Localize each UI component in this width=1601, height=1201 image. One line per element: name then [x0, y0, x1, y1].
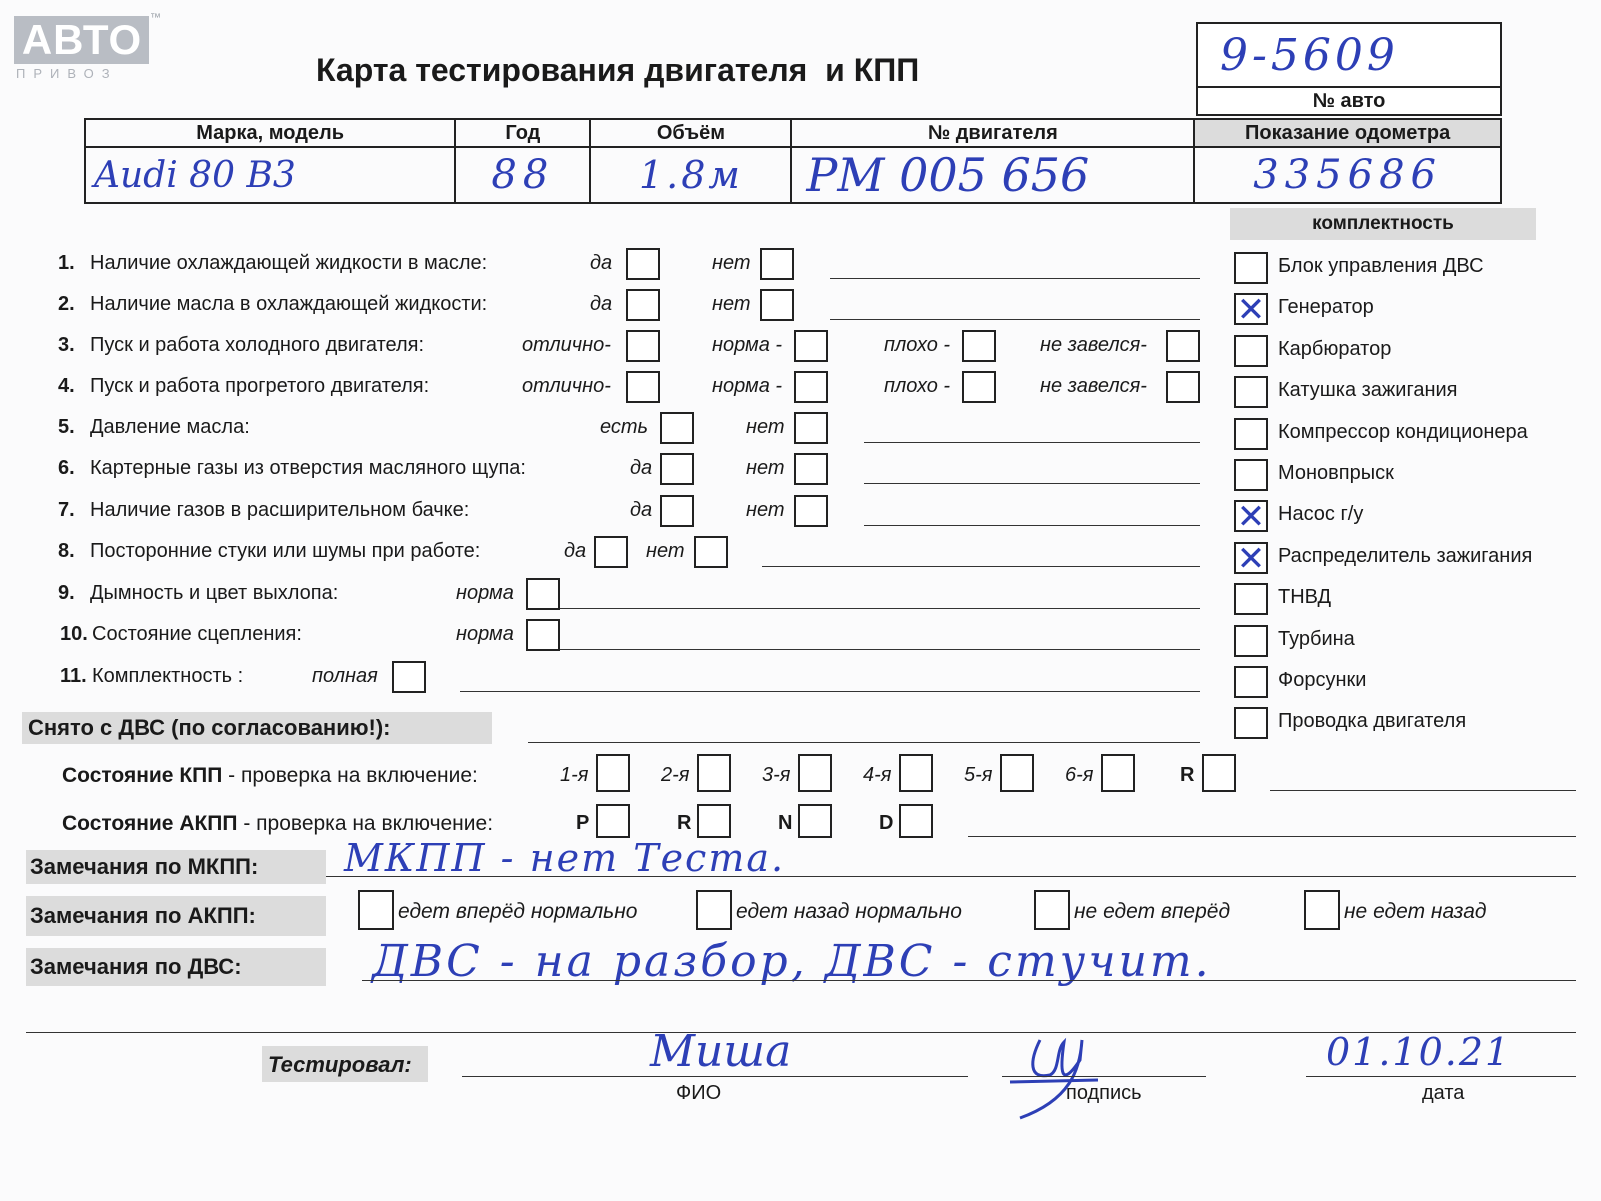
- answer-line: [864, 442, 1200, 443]
- gear-label: 6-я: [1065, 764, 1094, 786]
- completeness-item-label: Компрессор кондиционера: [1278, 420, 1528, 443]
- completeness-checkbox[interactable]: [1234, 497, 1268, 538]
- completeness-item-label: Проводка двигателя: [1278, 710, 1467, 733]
- completeness-item-label: Катушка зажигания: [1278, 379, 1458, 402]
- option-label: да: [590, 293, 613, 315]
- akpp-remark-checkbox[interactable]: [696, 890, 732, 930]
- item-label: Наличие масла в охлаждающей жидкости:: [90, 293, 488, 315]
- item-number: 6.: [58, 457, 75, 479]
- checkbox[interactable]: [526, 578, 560, 610]
- option-label: нет: [712, 293, 751, 315]
- year-cell: [455, 147, 590, 203]
- auto-number-label: № авто: [1312, 90, 1386, 112]
- completeness-checkbox[interactable]: [1234, 583, 1268, 615]
- checkbox[interactable]: [392, 661, 426, 693]
- completeness-item-label: Блок управления ДВС: [1278, 255, 1484, 277]
- item-number: 1.: [58, 252, 75, 274]
- checkbox[interactable]: [626, 248, 660, 280]
- option-label: да: [590, 252, 613, 274]
- item-number: 3.: [58, 334, 75, 356]
- checkbox[interactable]: [660, 495, 694, 527]
- option-label: нет: [646, 540, 685, 562]
- akpp-label: [62, 812, 493, 836]
- checkbox[interactable]: [794, 412, 828, 444]
- mkpp-remarks-label: Замечания по МКПП:: [26, 850, 326, 884]
- option-label: нет: [712, 252, 751, 274]
- akpp-mode-label: N: [778, 812, 793, 834]
- gear-label: 3-я: [762, 764, 791, 786]
- checkbox[interactable]: [594, 536, 628, 568]
- year-value: 88: [491, 152, 555, 198]
- akpp-remarks-label: Замечания по АКПП:: [26, 896, 326, 936]
- gear-checkbox[interactable]: [596, 754, 630, 792]
- item-number: 8.: [58, 540, 75, 562]
- answer-line: [830, 319, 1200, 320]
- option-label: есть: [600, 416, 649, 438]
- completeness-checkbox[interactable]: [1234, 707, 1268, 739]
- option-label: плохо -: [884, 375, 951, 397]
- answer-line: [864, 483, 1200, 484]
- answer-line: [560, 649, 1200, 650]
- answer-line: [460, 691, 1200, 692]
- checkbox[interactable]: [794, 330, 828, 362]
- kpp-line: [1270, 790, 1576, 791]
- completeness-checkbox[interactable]: [1234, 335, 1268, 367]
- col-engine-number: № двигателя: [791, 119, 1194, 147]
- checkbox[interactable]: [626, 371, 660, 403]
- tester-name-line: [462, 1076, 968, 1077]
- mkpp-remarks-line: [326, 876, 1576, 877]
- col-odometer: Показание одометра: [1194, 119, 1501, 147]
- item-number: 5.: [58, 416, 75, 438]
- gear-label: 5-я: [964, 764, 993, 786]
- checkbox[interactable]: [660, 412, 694, 444]
- tested-by-label: Тестировал:: [268, 1052, 412, 1077]
- logo-subtext: ПРИВОЗ: [16, 66, 118, 81]
- item-label: Картерные газы из отверстия масляного щупа:: [90, 457, 526, 479]
- checkbox[interactable]: [760, 289, 794, 321]
- checkbox[interactable]: [694, 536, 728, 568]
- answer-line: [762, 566, 1200, 567]
- item-number: 4.: [58, 375, 75, 397]
- akpp-remark-checkbox[interactable]: [1034, 890, 1070, 930]
- option-label: норма: [456, 623, 514, 645]
- logo-tm: ™: [150, 12, 161, 24]
- option-label: полная: [312, 665, 378, 687]
- checkbox[interactable]: [962, 371, 996, 403]
- akpp-line: [968, 836, 1576, 837]
- item-number: 11.: [60, 665, 87, 687]
- gear-checkbox[interactable]: [798, 754, 832, 792]
- checkbox[interactable]: [626, 330, 660, 362]
- akpp-label-rest: - проверка на включение:: [237, 812, 494, 835]
- checked-mark: ✕: [1236, 497, 1266, 538]
- signature: [1000, 1020, 1110, 1120]
- akpp-mode-checkbox[interactable]: [596, 804, 630, 838]
- vehicle-info-table: [84, 118, 1502, 204]
- akpp-mode-label: P: [576, 812, 590, 834]
- auto-number-divider: [1196, 86, 1502, 88]
- engine-number-value: PM 005 656: [806, 148, 1090, 202]
- engine-number-cell: [791, 147, 1194, 203]
- checkbox[interactable]: [1166, 330, 1200, 362]
- option-label: отлично-: [522, 334, 611, 356]
- option-label: да: [630, 499, 653, 521]
- volume-cell: [590, 147, 791, 203]
- option-label: да: [564, 540, 587, 562]
- item-label: Пуск и работа холодного двигателя:: [90, 334, 425, 356]
- checked-mark: ✕: [1236, 290, 1266, 331]
- akpp-remark-label: не едет вперёд: [1074, 900, 1231, 923]
- completeness-item-label: Распределитель зажигания: [1278, 544, 1533, 567]
- completeness-checkbox[interactable]: [1234, 376, 1268, 408]
- removed-label: Снято с ДВС (по согласованию!):: [22, 712, 492, 744]
- volume-value: 1.8м: [638, 153, 743, 197]
- option-label: отлично-: [522, 375, 611, 397]
- item-label: Давление масла:: [90, 416, 250, 438]
- signature-line: [1002, 1076, 1206, 1077]
- option-label: не завелся-: [1040, 334, 1147, 356]
- date-line: [1306, 1076, 1576, 1077]
- checkbox[interactable]: [626, 289, 660, 321]
- make-model-cell: [85, 147, 455, 203]
- vehicle-info-header-row: [85, 119, 1501, 147]
- akpp-mode-checkbox[interactable]: [697, 804, 731, 838]
- akpp-mode-checkbox[interactable]: [798, 804, 832, 838]
- item-label: Комплектность :: [92, 665, 244, 687]
- completeness-item-label: ТНВД: [1278, 586, 1332, 609]
- option-label: да: [630, 457, 653, 479]
- completeness-checkbox[interactable]: [1234, 538, 1268, 579]
- akpp-mode-label: D: [879, 812, 894, 834]
- item-label: Посторонние стуки или шумы при работе:: [90, 540, 481, 562]
- date-caption: дата: [1422, 1082, 1465, 1104]
- option-label: норма: [456, 582, 514, 604]
- checkbox[interactable]: [794, 371, 828, 403]
- item-number: 9.: [58, 582, 75, 604]
- test-date: 01.10.21: [1326, 1030, 1512, 1074]
- checkbox[interactable]: [794, 495, 828, 527]
- gear-label: 4-я: [863, 764, 892, 786]
- odometer-cell: [1194, 147, 1501, 203]
- akpp-remark-label: едет назад нормально: [736, 900, 962, 923]
- completeness-checkbox[interactable]: [1234, 418, 1268, 450]
- gear-checkbox[interactable]: [899, 754, 933, 792]
- col-make-model: Марка, модель: [85, 119, 455, 147]
- checkbox[interactable]: [760, 248, 794, 280]
- completeness-item-label: Генератор: [1278, 296, 1374, 319]
- akpp-remark-checkbox[interactable]: [358, 890, 394, 930]
- item-label: Пуск и работа прогретого двигателя:: [90, 375, 430, 397]
- answer-line: [830, 278, 1200, 279]
- item-label: Наличие газов в расширительном бачке:: [90, 499, 470, 521]
- completeness-checkbox[interactable]: [1234, 290, 1268, 331]
- completeness-item-label: Форсунки: [1278, 669, 1367, 691]
- completeness-item-label: Моновпрыск: [1278, 462, 1394, 484]
- option-label: не завелся-: [1040, 375, 1147, 397]
- name-caption: ФИО: [676, 1082, 722, 1104]
- gear-checkbox[interactable]: [697, 754, 731, 792]
- completeness-checkbox[interactable]: [1234, 666, 1268, 698]
- completeness-title: комплектность: [1230, 208, 1536, 240]
- dvs-remarks-line: [362, 980, 1576, 981]
- akpp-mode-checkbox[interactable]: [899, 804, 933, 838]
- item-label: Наличие охлаждающей жидкости в масле:: [90, 252, 488, 274]
- tester-name: Миша: [650, 1026, 792, 1077]
- gear-label: R: [1180, 764, 1195, 786]
- option-label: нет: [746, 457, 785, 479]
- col-year: Год: [455, 119, 590, 147]
- dvs-remarks-label: Замечания по ДВС:: [26, 948, 326, 986]
- answer-line: [864, 525, 1200, 526]
- dvs-remarks-value: ДВС - на разбор, ДВС - стучит.: [372, 936, 1212, 987]
- completeness-item-label: Карбюратор: [1278, 337, 1392, 360]
- completeness-checkbox[interactable]: [1234, 625, 1268, 657]
- vehicle-info-value-row: [85, 147, 1501, 203]
- item-number: 7.: [58, 499, 75, 521]
- akpp-remark-label: не едет назад: [1344, 900, 1487, 923]
- gear-label: 2-я: [661, 764, 690, 786]
- gear-label: 1-я: [560, 764, 589, 786]
- option-label: нет: [746, 499, 785, 521]
- gear-checkbox[interactable]: [1000, 754, 1034, 792]
- kpp-label-rest: - проверка на включение:: [222, 764, 478, 787]
- page-title: Карта тестирования двигателя и КПП: [316, 52, 920, 88]
- akpp-remark-checkbox[interactable]: [1304, 890, 1340, 930]
- option-label: нет: [746, 416, 785, 438]
- checkbox[interactable]: [962, 330, 996, 362]
- option-label: норма -: [712, 334, 783, 356]
- item-number: 10.: [60, 623, 88, 645]
- option-label: плохо -: [884, 334, 951, 356]
- checkbox[interactable]: [660, 453, 694, 485]
- auto-number-value: 9-5609: [1220, 30, 1399, 81]
- gear-checkbox[interactable]: [1202, 754, 1236, 792]
- mkpp-remarks-value: МКПП - нет Теста.: [344, 836, 786, 880]
- item-label: Состояние сцепления:: [92, 623, 302, 645]
- item-label: Дымность и цвет выхлопа:: [90, 582, 339, 604]
- option-label: норма -: [712, 375, 783, 397]
- akpp-mode-label: R: [677, 812, 692, 834]
- checkbox[interactable]: [794, 453, 828, 485]
- completeness-item-label: Турбина: [1278, 627, 1355, 650]
- make-model-value: Audi 80 B3: [94, 154, 296, 196]
- col-volume: Объём: [590, 119, 791, 147]
- completeness-checkbox[interactable]: [1234, 252, 1268, 284]
- gear-checkbox[interactable]: [1101, 754, 1135, 792]
- logo-text: АВТО: [21, 16, 143, 63]
- removed-line: [528, 742, 1200, 743]
- signature-caption: подпись: [1066, 1082, 1142, 1104]
- checked-mark: ✕: [1236, 538, 1266, 579]
- akpp-label-bold: Состояние АКПП: [62, 812, 238, 835]
- checkbox[interactable]: [1166, 371, 1200, 403]
- kpp-label-bold: Состояние КПП: [62, 764, 223, 787]
- completeness-item-label: Насос г/у: [1278, 503, 1364, 526]
- checkbox[interactable]: [526, 619, 560, 651]
- item-number: 2.: [58, 293, 75, 315]
- answer-line: [560, 608, 1200, 609]
- kpp-label: [62, 764, 478, 788]
- completeness-checkbox[interactable]: [1234, 459, 1268, 491]
- odometer-value: 335686: [1253, 152, 1442, 198]
- akpp-remark-label: едет вперёд нормально: [398, 900, 638, 923]
